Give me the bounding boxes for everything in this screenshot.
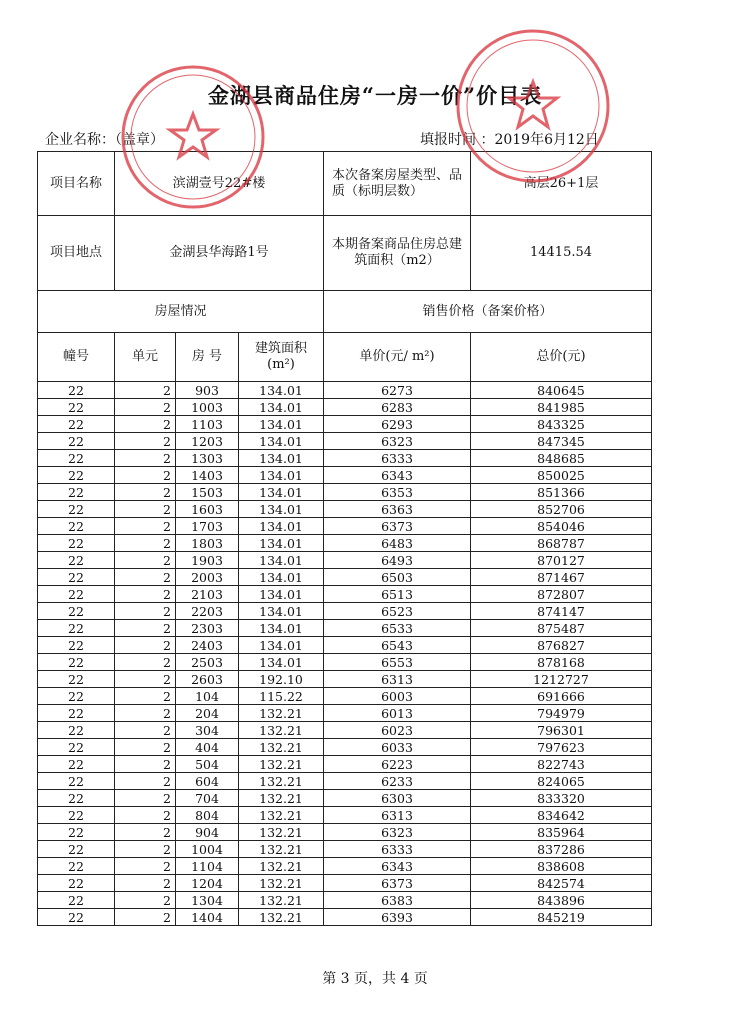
room-cell: 1803: [176, 535, 239, 552]
area-cell: 134.01: [239, 620, 324, 637]
room-cell: 1603: [176, 501, 239, 518]
page-title: 金湖县商品住房“一房一价”价目表: [207, 83, 543, 108]
total-price-cell: 796301: [471, 722, 652, 739]
room-cell: 2603: [176, 671, 239, 688]
unit-cell: 2: [115, 739, 176, 756]
table-row: [38, 603, 652, 620]
building-cell: 22: [38, 416, 115, 433]
room-cell: 1104: [176, 858, 239, 875]
building-cell: 22: [38, 467, 115, 484]
building-cell: 22: [38, 586, 115, 603]
unit-price-cell: 6343: [324, 467, 471, 484]
area-cell: 132.21: [239, 875, 324, 892]
table-row: [38, 501, 652, 518]
room-cell: 1103: [176, 416, 239, 433]
total-price-cell: 876827: [471, 637, 652, 654]
unit-cell: 2: [115, 450, 176, 467]
unit-price-cell: 6303: [324, 790, 471, 807]
table-row: [38, 705, 652, 722]
building-cell: 22: [38, 518, 115, 535]
col-area: [239, 333, 324, 382]
unit-cell: 2: [115, 892, 176, 909]
area-cell: 134.01: [239, 535, 324, 552]
building-cell: 22: [38, 654, 115, 671]
unit-cell: 2: [115, 552, 176, 569]
unit-price-cell: 6393: [324, 909, 471, 926]
room-cell: 404: [176, 739, 239, 756]
table-row: [38, 654, 652, 671]
area-cell: 134.01: [239, 416, 324, 433]
building-cell: 22: [38, 841, 115, 858]
building-cell: 22: [38, 484, 115, 501]
total-price-cell: 878168: [471, 654, 652, 671]
unit-cell: 2: [115, 824, 176, 841]
building-cell: 22: [38, 535, 115, 552]
building-cell: 22: [38, 824, 115, 841]
table-row: [38, 416, 652, 433]
total-price-cell: 835964: [471, 824, 652, 841]
unit-price-cell: 6503: [324, 569, 471, 586]
total-price-cell: 842574: [471, 875, 652, 892]
table-row: [38, 688, 652, 705]
page-footer: 第 3 页，共 4 页: [322, 971, 428, 987]
unit-price-cell: 6373: [324, 875, 471, 892]
col-area-label: 建筑面积: [254, 341, 307, 357]
column-header-row: [38, 333, 652, 382]
header-row-project: [38, 152, 652, 216]
unit-cell: 2: [115, 705, 176, 722]
record-type: 高层26+1层: [471, 152, 652, 216]
table-row: [38, 620, 652, 637]
room-cell: 504: [176, 756, 239, 773]
room-cell: 904: [176, 824, 239, 841]
unit-cell: 2: [115, 603, 176, 620]
project-name-label: 项目名称: [38, 152, 115, 216]
total-price-cell: 872807: [471, 586, 652, 603]
building-cell: 22: [38, 790, 115, 807]
building-cell: 22: [38, 450, 115, 467]
room-cell: 1003: [176, 399, 239, 416]
area-cell: 134.01: [239, 552, 324, 569]
building-cell: 22: [38, 875, 115, 892]
total-price-cell: 868787: [471, 535, 652, 552]
unit-cell: 2: [115, 518, 176, 535]
room-cell: 704: [176, 790, 239, 807]
total-price-cell: 843896: [471, 892, 652, 909]
area-cell: 132.21: [239, 858, 324, 875]
total-price-cell: 797623: [471, 739, 652, 756]
table-row: [38, 586, 652, 603]
room-cell: 1404: [176, 909, 239, 926]
table-row: [38, 450, 652, 467]
area-cell: 134.01: [239, 382, 324, 399]
table-row: [38, 569, 652, 586]
col-building: 幢号: [38, 333, 115, 382]
price-table: [37, 151, 652, 926]
total-price-cell: 848685: [471, 450, 652, 467]
area-cell: 132.21: [239, 807, 324, 824]
area-cell: 134.01: [239, 586, 324, 603]
table-row: [38, 909, 652, 926]
building-cell: 22: [38, 569, 115, 586]
unit-cell: 2: [115, 841, 176, 858]
total-price-cell: 847345: [471, 433, 652, 450]
building-cell: 22: [38, 603, 115, 620]
room-cell: 1903: [176, 552, 239, 569]
table-row: [38, 756, 652, 773]
area-cell: 134.01: [239, 637, 324, 654]
project-name: 滨湖壹号22#楼: [115, 152, 324, 216]
unit-price-cell: 6233: [324, 773, 471, 790]
table-row: [38, 841, 652, 858]
table-row: [38, 790, 652, 807]
unit-cell: 2: [115, 433, 176, 450]
table-row: [38, 518, 652, 535]
unit-price-cell: 6023: [324, 722, 471, 739]
total-price-cell: 870127: [471, 552, 652, 569]
table-row: [38, 467, 652, 484]
unit-price-cell: 6013: [324, 705, 471, 722]
unit-price-cell: 6353: [324, 484, 471, 501]
building-cell: 22: [38, 722, 115, 739]
table-row: [38, 535, 652, 552]
building-cell: 22: [38, 671, 115, 688]
room-cell: 804: [176, 807, 239, 824]
unit-cell: 2: [115, 671, 176, 688]
table-row: [38, 433, 652, 450]
area-cell: 115.22: [239, 688, 324, 705]
total-price-cell: 833320: [471, 790, 652, 807]
location-label: 项目地点: [38, 216, 115, 291]
building-cell: 22: [38, 433, 115, 450]
building-cell: 22: [38, 620, 115, 637]
unit-cell: 2: [115, 416, 176, 433]
room-cell: 204: [176, 705, 239, 722]
total-price-cell: 838608: [471, 858, 652, 875]
area-cell: 134.01: [239, 501, 324, 518]
room-cell: 104: [176, 688, 239, 705]
room-cell: 2203: [176, 603, 239, 620]
area-cell: 134.01: [239, 399, 324, 416]
room-cell: 2303: [176, 620, 239, 637]
area-cell: 134.01: [239, 433, 324, 450]
unit-cell: 2: [115, 569, 176, 586]
total-price-cell: 845219: [471, 909, 652, 926]
unit-price-cell: 6483: [324, 535, 471, 552]
record-type-label: 本次备案房屋类型、品质（标明层数）: [324, 152, 471, 216]
building-cell: 22: [38, 773, 115, 790]
total-price-cell: 822743: [471, 756, 652, 773]
total-price-cell: 1212727: [471, 671, 652, 688]
table-row: [38, 824, 652, 841]
total-price-cell: 794979: [471, 705, 652, 722]
unit-price-cell: 6333: [324, 841, 471, 858]
room-cell: 903: [176, 382, 239, 399]
unit-cell: 2: [115, 637, 176, 654]
unit-price-cell: 6553: [324, 654, 471, 671]
total-area-label: 本期备案商品住房总建筑面积（m2）: [324, 216, 471, 291]
area-cell: 134.01: [239, 467, 324, 484]
unit-price-cell: 6333: [324, 450, 471, 467]
unit-cell: 2: [115, 756, 176, 773]
unit-cell: 2: [115, 688, 176, 705]
unit-cell: 2: [115, 722, 176, 739]
total-price-cell: 875487: [471, 620, 652, 637]
unit-price-cell: 6323: [324, 824, 471, 841]
area-cell: 132.21: [239, 841, 324, 858]
room-cell: 1204: [176, 875, 239, 892]
unit-price-cell: 6223: [324, 756, 471, 773]
building-cell: 22: [38, 637, 115, 654]
room-cell: 1303: [176, 450, 239, 467]
total-price-cell: 854046: [471, 518, 652, 535]
table-row: [38, 807, 652, 824]
area-cell: 132.21: [239, 739, 324, 756]
unit-cell: 2: [115, 909, 176, 926]
total-price-cell: 851366: [471, 484, 652, 501]
unit-cell: 2: [115, 875, 176, 892]
room-cell: 1503: [176, 484, 239, 501]
total-price-cell: 852706: [471, 501, 652, 518]
area-cell: 134.01: [239, 450, 324, 467]
unit-price-cell: 6283: [324, 399, 471, 416]
col-room: 房 号: [176, 333, 239, 382]
header-row-location: [38, 216, 652, 291]
price-label: 销售价格（备案价格）: [324, 291, 652, 333]
table-row: [38, 773, 652, 790]
total-price-cell: 824065: [471, 773, 652, 790]
table-row: [38, 722, 652, 739]
table-row: [38, 382, 652, 399]
total-price-cell: 874147: [471, 603, 652, 620]
unit-price-cell: 6033: [324, 739, 471, 756]
unit-cell: 2: [115, 773, 176, 790]
unit-price-cell: 6363: [324, 501, 471, 518]
building-cell: 22: [38, 892, 115, 909]
location: 金湖县华海路1号: [115, 216, 324, 291]
table-row: [38, 892, 652, 909]
unit-price-cell: 6273: [324, 382, 471, 399]
unit-price-cell: 6513: [324, 586, 471, 603]
col-total-price: 总价(元): [471, 333, 652, 382]
building-cell: 22: [38, 756, 115, 773]
unit-cell: 2: [115, 586, 176, 603]
building-cell: 22: [38, 909, 115, 926]
unit-cell: 2: [115, 807, 176, 824]
building-cell: 22: [38, 739, 115, 756]
total-price-cell: 691666: [471, 688, 652, 705]
room-cell: 1703: [176, 518, 239, 535]
house-info-label: 房屋情况: [38, 291, 324, 333]
total-price-cell: 834642: [471, 807, 652, 824]
unit-price-cell: 6313: [324, 671, 471, 688]
area-cell: 132.21: [239, 824, 324, 841]
room-cell: 604: [176, 773, 239, 790]
total-price-cell: 871467: [471, 569, 652, 586]
unit-cell: 2: [115, 858, 176, 875]
total-price-cell: 843325: [471, 416, 652, 433]
unit-price-cell: 6313: [324, 807, 471, 824]
room-cell: 1203: [176, 433, 239, 450]
total-price-cell: 841985: [471, 399, 652, 416]
area-cell: 134.01: [239, 484, 324, 501]
unit-cell: 2: [115, 501, 176, 518]
unit-price-cell: 6003: [324, 688, 471, 705]
table-row: [38, 399, 652, 416]
table-row: [38, 875, 652, 892]
room-cell: 2503: [176, 654, 239, 671]
unit-cell: 2: [115, 467, 176, 484]
unit-cell: 2: [115, 535, 176, 552]
unit-price-cell: 6533: [324, 620, 471, 637]
unit-cell: 2: [115, 399, 176, 416]
building-cell: 22: [38, 705, 115, 722]
area-cell: 132.21: [239, 773, 324, 790]
room-cell: 2003: [176, 569, 239, 586]
unit-price-cell: 6293: [324, 416, 471, 433]
room-cell: 1403: [176, 467, 239, 484]
unit-price-cell: 6543: [324, 637, 471, 654]
building-cell: 22: [38, 399, 115, 416]
room-cell: 2103: [176, 586, 239, 603]
total-area: 14415.54: [471, 216, 652, 291]
area-cell: 134.01: [239, 654, 324, 671]
unit-price-cell: 6493: [324, 552, 471, 569]
table-row: [38, 637, 652, 654]
company-label: 企业名称：（盖章）: [45, 132, 164, 148]
unit-cell: 2: [115, 620, 176, 637]
area-cell: 132.21: [239, 909, 324, 926]
unit-price-cell: 6323: [324, 433, 471, 450]
area-cell: 132.21: [239, 722, 324, 739]
building-cell: 22: [38, 807, 115, 824]
building-cell: 22: [38, 552, 115, 569]
unit-price-cell: 6383: [324, 892, 471, 909]
unit-price-cell: 6343: [324, 858, 471, 875]
header-row-sections: [38, 291, 652, 333]
area-cell: 132.21: [239, 705, 324, 722]
building-cell: 22: [38, 382, 115, 399]
unit-price-cell: 6373: [324, 518, 471, 535]
table-row: [38, 858, 652, 875]
room-cell: 1004: [176, 841, 239, 858]
area-cell: 134.01: [239, 603, 324, 620]
col-unit: 单元: [115, 333, 176, 382]
col-unit-price: 单价(元/ m²): [324, 333, 471, 382]
room-cell: 1304: [176, 892, 239, 909]
building-cell: 22: [38, 688, 115, 705]
total-price-cell: 837286: [471, 841, 652, 858]
unit-cell: 2: [115, 654, 176, 671]
table-row: [38, 671, 652, 688]
table-row: [38, 739, 652, 756]
total-price-cell: 840645: [471, 382, 652, 399]
room-cell: 304: [176, 722, 239, 739]
area-cell: 192.10: [239, 671, 324, 688]
unit-cell: 2: [115, 790, 176, 807]
fill-time: 填报时间 ：2019年6月12日: [420, 132, 599, 148]
building-cell: 22: [38, 501, 115, 518]
unit-price-cell: 6523: [324, 603, 471, 620]
table-row: [38, 484, 652, 501]
unit-cell: 2: [115, 484, 176, 501]
col-area-unit: (m²): [267, 357, 295, 372]
building-cell: 22: [38, 858, 115, 875]
room-cell: 2403: [176, 637, 239, 654]
area-cell: 132.21: [239, 892, 324, 909]
unit-cell: 2: [115, 382, 176, 399]
total-price-cell: 850025: [471, 467, 652, 484]
area-cell: 132.21: [239, 756, 324, 773]
area-cell: 132.21: [239, 790, 324, 807]
area-cell: 134.01: [239, 518, 324, 535]
table-row: [38, 552, 652, 569]
area-cell: 134.01: [239, 569, 324, 586]
